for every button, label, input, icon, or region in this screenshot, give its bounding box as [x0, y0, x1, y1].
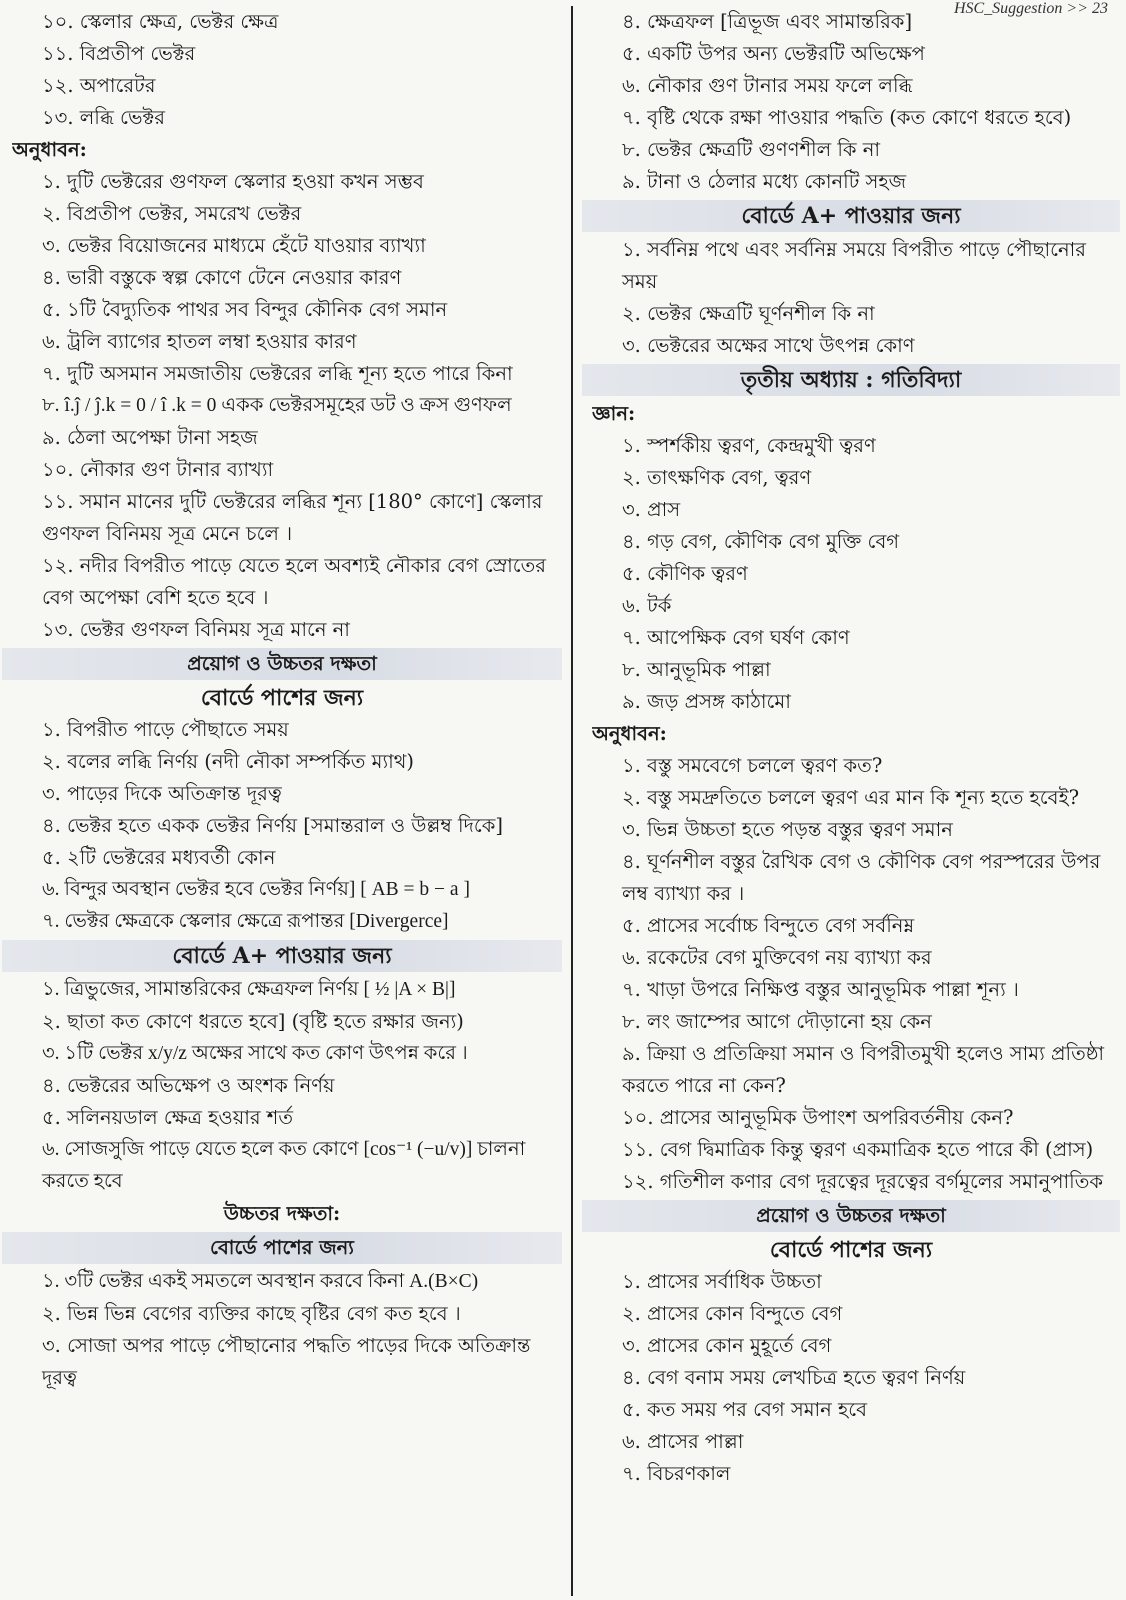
list-item: ৩. ভিন্ন উচ্চতা হতে পড়ন্ত বস্তুর ত্বরণ সমান	[622, 818, 953, 841]
list-item: ১১. বেগ দ্বিমাত্রিক কিন্তু ত্বরণ একমাত্রিক হতে পারে কী (প্রাস)	[622, 1138, 1094, 1161]
list-item: ১. বস্তু সমবেগে চললে ত্বরণ কত?	[622, 754, 883, 777]
list-item: ২. ভিন্ন ভিন্ন বেগের ব্যক্তির কাছে বৃষ্টির বেগ কত হবে ।	[42, 1302, 461, 1325]
list-item: ১৩. ভেক্টর গুণফল বিনিময় সূত্র মানে না	[42, 618, 350, 641]
list-item: ৩. প্রাসের কোন মুহূর্তে বেগ	[622, 1334, 832, 1357]
list-item: ৫. ২টি ভেক্টরের মধ্যবর্তী কোন	[42, 846, 276, 869]
list-item: ৪. ঘূর্ণনশীল বস্তুর রৈখিক বেগ ও কৌণিক বেগ পরস্পরের উপর লম্ব ব্যাখ্যা কর ।	[622, 850, 1101, 905]
right-gyan-list	[592, 430, 1110, 718]
section-label-anudhaban: অনুধাবন:	[12, 138, 87, 161]
list-item: ৪. ভেক্টর হতে একক ভেক্টর নির্ণয় [সমান্তরাল ও উল্লম্ব দিকে]	[42, 814, 503, 837]
list-item: ১২. নদীর বিপরীত পাড়ে যেতে হলে অবশ্যই নৌকার বেগ স্রোতের বেগ অপেক্ষা বেশি হতে হবে ।	[42, 554, 546, 609]
page-header: HSC_Suggestion >> 23	[953, 0, 1108, 17]
list-item: ১০. স্কেলার ক্ষেত্র, ভেক্টর ক্ষেত্র	[42, 10, 279, 33]
list-item: ১০. প্রাসের আনুভূমিক উপাংশ অপরিবর্তনীয় কেন?	[622, 1106, 1014, 1129]
left-anudhaban-list	[12, 166, 552, 646]
list-item: ৮. ভেক্টর ক্ষেত্রটি গুণণশীল কি না	[622, 138, 881, 161]
list-item: ৭. আপেক্ষিক বেগ ঘর্ষণ কোণ	[622, 626, 850, 649]
left-pass-list	[12, 714, 552, 938]
list-item: ৯. ঠেলা অপেক্ষা টানা সহজ	[42, 426, 258, 449]
list-item: ৭. বিচরণকাল	[622, 1462, 731, 1485]
list-item: ৯. টানা ও ঠেলার মধ্যে কোনটি সহজ	[622, 170, 907, 193]
list-item: ১. স্পর্শকীয় ত্বরণ, কেন্দ্রমুখী ত্বরণ	[622, 434, 876, 457]
list-item: ১. বিপরীত পাড়ে পৌছাতে সময়	[42, 718, 289, 741]
list-item: ৫. সলিনয়ডাল ক্ষেত্র হওয়ার শর্ত	[42, 1106, 293, 1129]
left-top-list	[12, 6, 552, 134]
left-higher-list	[12, 1266, 552, 1394]
list-item: ১২. গতিশীল কণার বেগ দূরত্বের দূরত্বের বর্গমূলের সমানুপাতিক	[622, 1170, 1104, 1193]
list-item: ৭. ভেক্টর ক্ষেত্রকে স্কেলার ক্ষেত্রে রূপান্তর [Divergerce]	[42, 911, 449, 932]
list-item: ৫. ১টি বৈদ্যুতিক পাথর সব বিন্দুর কৌনিক বেগ সমান	[42, 298, 448, 321]
list-item: ২. বিপ্রতীপ ভেক্টর, সমরেখ ভেক্টর	[42, 202, 302, 225]
right-pass-list	[592, 1266, 1110, 1490]
section-heading-proyog: প্রয়োগ ও উচ্চতর দক্ষতা	[2, 648, 562, 680]
list-item: ৪. গড় বেগ, কৌণিক বেগ মুক্তি বেগ	[622, 530, 900, 553]
list-item: ৯. জড় প্রসঙ্গ কাঠামো	[622, 690, 791, 713]
list-item: ৬. রকেটের বেগ মুক্তিবেগ নয় ব্যাখ্যা কর	[622, 946, 932, 969]
list-item: ২. প্রাসের কোন বিন্দুতে বেগ	[622, 1302, 843, 1325]
left-column	[12, 6, 552, 1394]
list-item: ১৩. লব্ধি ভেক্টর	[42, 106, 165, 129]
right-top-list	[592, 6, 1110, 198]
left-aplus-list	[12, 974, 552, 1198]
list-item: ৩. প্রাস	[622, 498, 681, 521]
section-heading-pass: বোর্ডে পাশের জন্য	[769, 1237, 933, 1263]
section-heading-higher-pass: বোর্ডে পাশের জন্য	[2, 1232, 562, 1264]
list-item: ৭. খাড়া উপরে নিক্ষিপ্ত বস্তুর আনুভূমিক পাল্লা শূন্য ।	[622, 978, 1019, 1001]
list-item: ৬. ট্রলি ব্যাগের হাতল লম্বা হওয়ার কারণ	[42, 330, 357, 353]
section-label-anudhaban: অনুধাবন:	[592, 722, 667, 745]
list-item: ১১. বিপ্রতীপ ভেক্টর	[42, 42, 196, 65]
list-item: ৩. ভেক্টরের অক্ষের সাথে উৎপন্ন কোণ	[622, 334, 915, 357]
section-heading-higher: উচ্চতর দক্ষতা:	[223, 1202, 341, 1225]
list-item: ১. দুটি ভেক্টরের গুণফল স্কেলার হওয়া কখন সম্ভব	[42, 170, 424, 193]
list-item: ৮. লং জাম্পের আগে দৌড়ানো হয় কেন	[622, 1010, 932, 1033]
section-heading-aplus: বোর্ডে A+ পাওয়ার জন্য	[2, 940, 562, 972]
list-item: ২. তাৎক্ষণিক বেগ, ত্বরণ	[622, 466, 812, 489]
list-item: ৮. î.ĵ / ĵ.k = 0 / î .k = 0 একক ভেক্টরসমূহের ডট ও ক্রস গুণফল	[42, 395, 512, 416]
right-column	[592, 6, 1110, 1490]
list-item: ১২. অপারেটর	[42, 74, 156, 97]
list-item: ৭. দুটি অসমান সমজাতীয় ভেক্টরের লব্ধি শূন্য হতে পারে কিনা	[42, 362, 513, 385]
list-item: ৩. পাড়ের দিকে অতিক্রান্ত দূরত্ব	[42, 782, 282, 805]
list-item: ১. প্রাসের সর্বাধিক উচ্চতা	[622, 1270, 822, 1293]
list-item: ৫. প্রাসের সর্বোচ্চ বিন্দুতে বেগ সর্বনিম্ন	[622, 914, 915, 937]
right-aplus-list	[592, 234, 1110, 362]
list-item: ১. ত্রিভুজের, সামান্তরিকের ক্ষেত্রফল নির্ণয় [ ½ |A × B|]	[42, 979, 456, 1000]
list-item: ৯. ক্রিয়া ও প্রতিক্রিয়া সমান ও বিপরীতমুখী হলেও সাম্য প্রতিষ্ঠা করতে পারে না কেন?	[622, 1042, 1105, 1097]
list-item: ৫. কৌণিক ত্বরণ	[622, 562, 748, 585]
list-item: ১১. সমান মানের দুটি ভেক্টরের লব্ধির শূন্য [180° কোণে] স্কেলার গুণফল বিনিময় সূত্র মেনে চলে ।	[42, 490, 543, 545]
section-heading-pass: বোর্ডে পাশের জন্য	[200, 685, 364, 711]
list-item: ৭. বৃষ্টি থেকে রক্ষা পাওয়ার পদ্ধতি (কত কোণে ধরতে হবে)	[622, 106, 1072, 129]
list-item: ১০. নৌকার গুণ টানার ব্যাখ্যা	[42, 458, 274, 481]
list-item: ২. বস্তু সমদ্রুতিতে চললে ত্বরণ এর মান কি শূন্য হতে হবেই?	[622, 786, 1080, 809]
list-item: ২. বলের লব্ধি নির্ণয় (নদী নৌকা সম্পর্কিত ম্যাথ)	[42, 750, 415, 773]
list-item: ৫. কত সময় পর বেগ সমান হবে	[622, 1398, 867, 1421]
list-item: ৬. টর্ক	[622, 594, 672, 617]
list-item: ৪. ভারী বস্তুকে স্বল্প কোণে টেনে নেওয়ার কারণ	[42, 266, 402, 289]
list-item: ৪. ভেক্টরের অভিক্ষেপ ও অংশক নির্ণয়	[42, 1074, 335, 1097]
right-anudhaban-list	[592, 750, 1110, 1198]
section-label-gyan: জ্ঞান:	[592, 402, 636, 425]
list-item: ৩. সোজা অপর পাড়ে পৌছানোর পদ্ধতি পাড়ের দিকে অতিক্রান্ত দূরত্ব	[42, 1334, 531, 1389]
list-item: ১. সর্বনিম্ন পথে এবং সর্বনিম্ন সময়ে বিপরীত পাড়ে পৌছানোর সময়	[622, 238, 1087, 293]
list-item: ১. ৩টি ভেক্টর একই সমতলে অবস্থান করবে কিনা A.(B×C)	[42, 1271, 479, 1292]
list-item: ৩. ১টি ভেক্টর x/y/z অক্ষের সাথে কত কোণ উৎপন্ন করে ।	[42, 1043, 468, 1064]
section-heading-proyog: প্রয়োগ ও উচ্চতর দক্ষতা	[582, 1200, 1120, 1232]
chapter-heading: তৃতীয় অধ্যায় : গতিবিদ্যা	[582, 364, 1120, 396]
list-item: ২. ভেক্টর ক্ষেত্রটি ঘূর্ণনশীল কি না	[622, 302, 875, 325]
list-item: ৬. বিন্দুর অবস্থান ভেক্টর হবে ভেক্টর নির্ণয়] [ AB = b − a ]	[42, 879, 470, 900]
list-item: ২. ছাতা কত কোণে ধরতে হবে] (বৃষ্টি হতে রক্ষার জন্য)	[42, 1010, 464, 1033]
section-heading-aplus: বোর্ডে A+ পাওয়ার জন্য	[582, 200, 1120, 232]
list-item: ৮. আনুভূমিক পাল্লা	[622, 658, 771, 681]
list-item: ৪. ক্ষেত্রফল [ত্রিভূজ এবং সামান্তরিক]	[622, 10, 913, 33]
list-item: ৩. ভেক্টর বিয়োজনের মাধ্যমে হেঁটে যাওয়ার ব্যাখ্যা	[42, 234, 426, 257]
list-item: ৬. নৌকার গুণ টানার সময় ফলে লব্ধি	[622, 74, 913, 97]
list-item: ৫. একটি উপর অন্য ভেক্টরটি অভিক্ষেপ	[622, 42, 925, 65]
list-item: ৪. বেগ বনাম সময় লেখচিত্র হতে ত্বরণ নির্ণয়	[622, 1366, 966, 1389]
list-item: ৬. সোজসুজি পাড়ে যেতে হলে কত কোণে [cos⁻¹ (−u/v)] চালনা করতে হবে	[42, 1139, 526, 1192]
list-item: ৬. প্রাসের পাল্লা	[622, 1430, 744, 1453]
column-divider	[571, 6, 573, 1596]
